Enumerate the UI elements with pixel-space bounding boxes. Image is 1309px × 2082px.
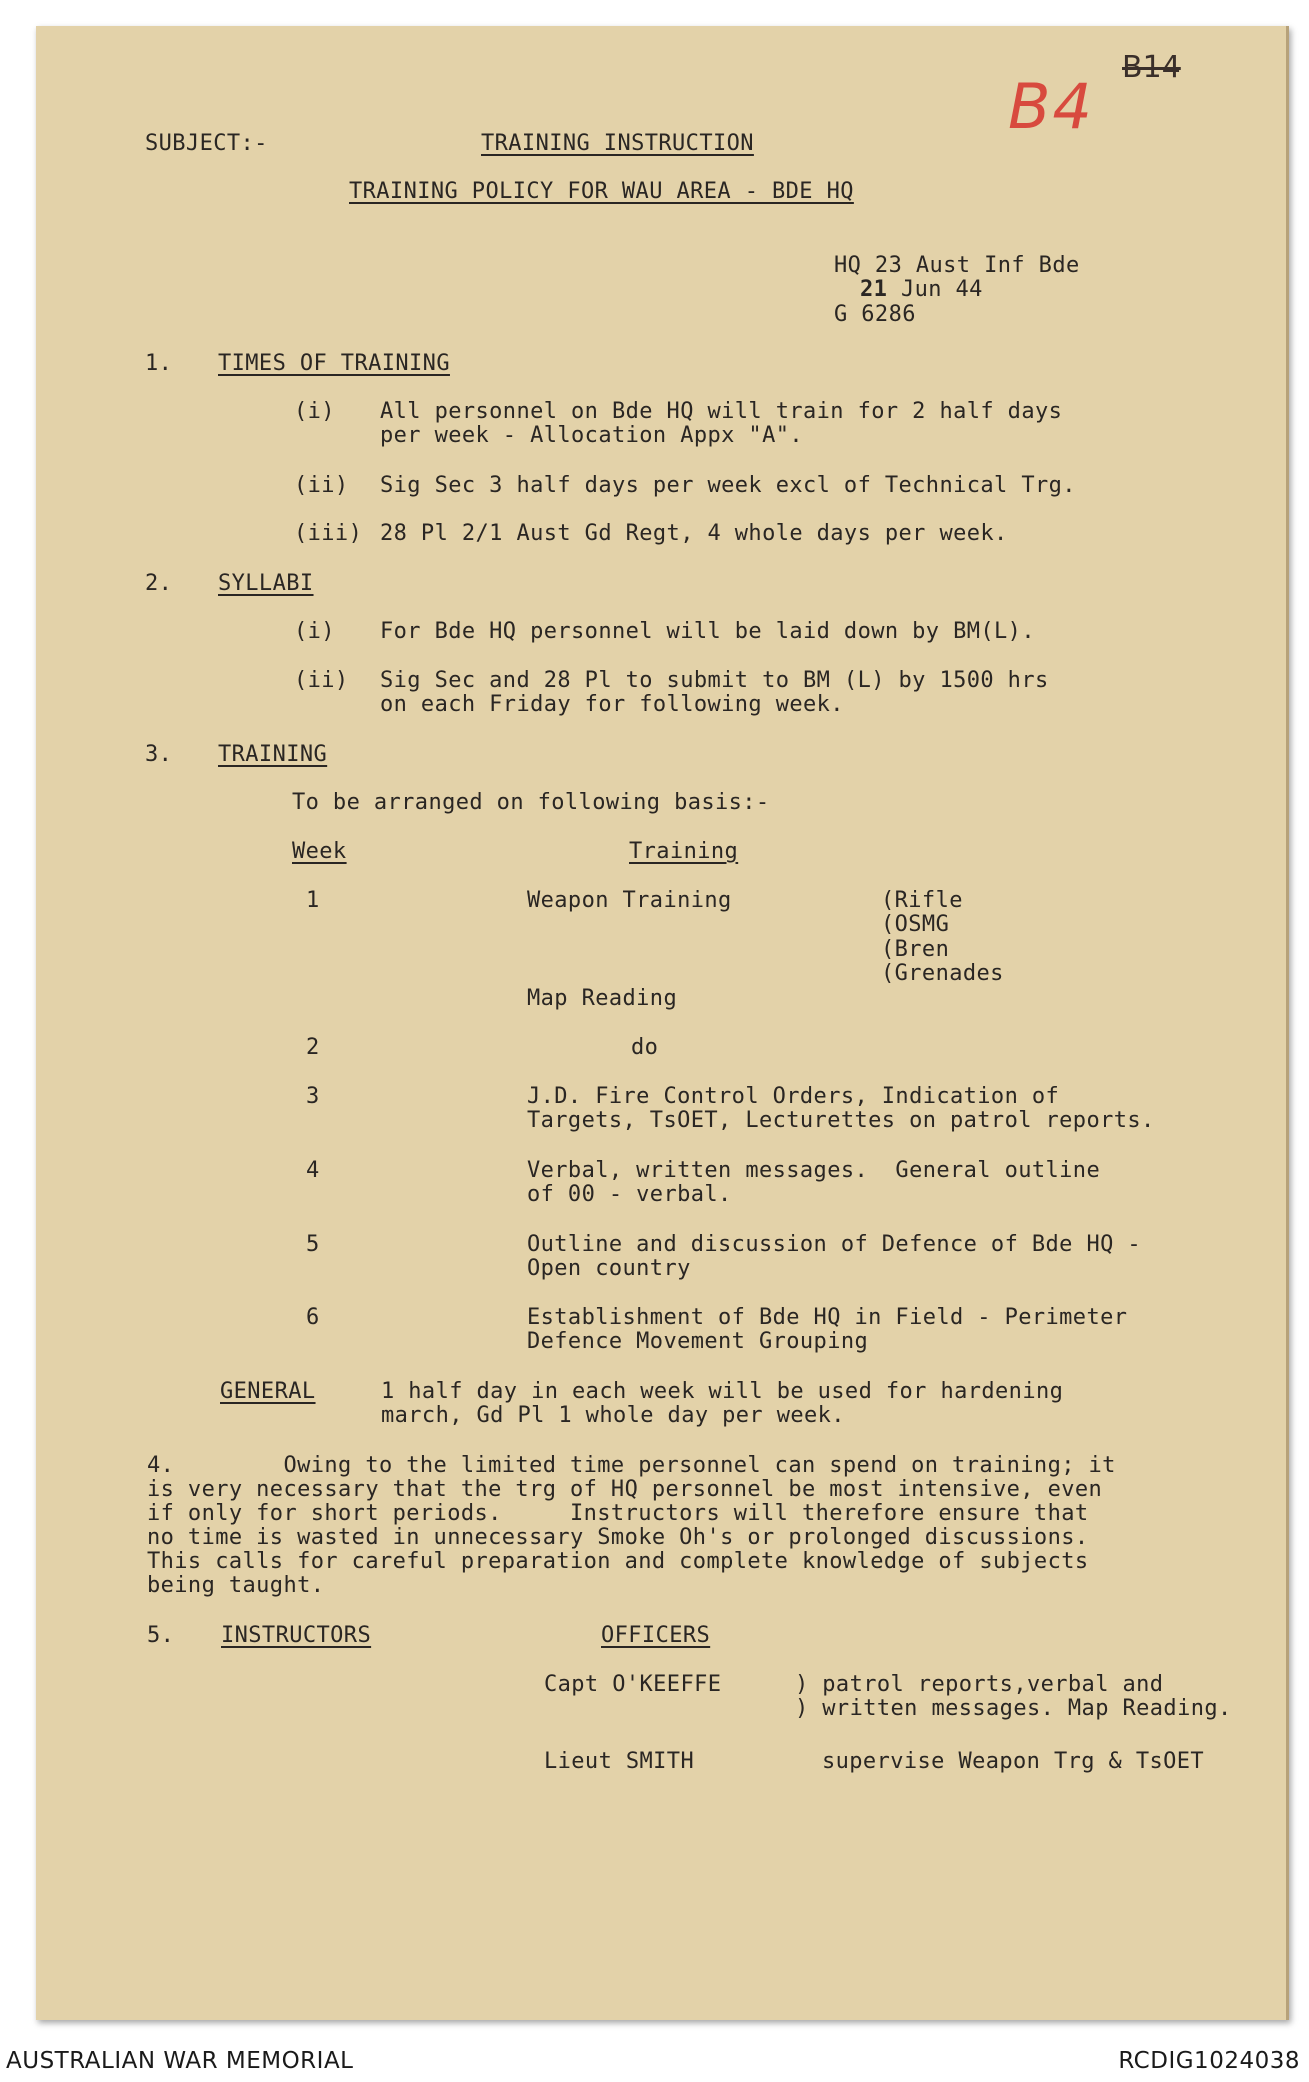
- origin-day: 21: [860, 277, 888, 302]
- s2-item-ii-line1: Sig Sec and 28 Pl to submit to BM (L) by 1500 hrs: [380, 668, 1049, 693]
- column-header-officers: OFFICERS: [601, 1623, 711, 1648]
- column-header-training: Training: [629, 839, 739, 864]
- document-subtitle: TRAINING POLICY FOR WAU AREA - BDE HQ: [349, 179, 854, 204]
- section-1-number: 1.: [145, 351, 173, 376]
- section-2-number: 2.: [145, 571, 173, 596]
- s2-item-i-mark: (i): [294, 619, 335, 644]
- s2-item-i-line1: For Bde HQ personnel will be laid down by BM(L).: [380, 619, 1035, 644]
- section-4-line4: no time is wasted in unnecessary Smoke Oh's or prolonged discussions.: [147, 1525, 1089, 1550]
- origin-date: [860, 278, 983, 302]
- origin-unit: HQ 23 Aust Inf Bde: [834, 253, 1080, 278]
- week-1-weapon-osmg: (OSMG: [881, 912, 950, 937]
- week-6-number: 6: [306, 1305, 320, 1330]
- s1-item-ii-mark: (ii): [294, 473, 349, 498]
- general-label: GENERAL: [220, 1379, 316, 1404]
- s1-item-iii-mark: (iii): [294, 521, 363, 546]
- handwritten-reference: B4: [1008, 70, 1094, 143]
- document-title: TRAINING INSTRUCTION: [481, 131, 754, 156]
- column-header-week: Week: [292, 839, 347, 864]
- section-4-line5: This calls for careful preparation and complete knowledge of subjects: [147, 1549, 1089, 1574]
- general-line1: 1 half day in each week will be used for hardening: [381, 1379, 1064, 1404]
- week-6-training-line2: Defence Movement Grouping: [527, 1329, 869, 1354]
- s1-item-i-mark: (i): [294, 399, 335, 424]
- section-1-heading: TIMES OF TRAINING: [218, 351, 450, 376]
- struck-reference: B14: [1122, 50, 1181, 85]
- week-1-weapon-bren: (Bren: [881, 937, 950, 962]
- s1-item-i-line1: All personnel on Bde HQ will train for 2 half days: [380, 399, 1063, 424]
- week-1-weapon-rifle: (Rifle: [881, 888, 963, 913]
- officer-2-name: Lieut SMITH: [544, 1749, 695, 1774]
- week-4-number: 4: [306, 1158, 320, 1183]
- origin-reference: G 6286: [834, 302, 916, 327]
- week-5-number: 5: [306, 1232, 320, 1257]
- week-4-training-line1: Verbal, written messages. General outline: [527, 1158, 1101, 1183]
- week-2-training: do: [631, 1035, 659, 1060]
- section-3-number: 3.: [145, 742, 173, 767]
- section-5-heading: INSTRUCTORS: [221, 1623, 372, 1648]
- officer-1-duty-line1: ) patrol reports,verbal and: [795, 1672, 1164, 1697]
- s3-intro: To be arranged on following basis:-: [292, 790, 770, 815]
- week-3-training-line1: J.D. Fire Control Orders, Indication of: [527, 1084, 1060, 1109]
- s2-item-ii-mark: (ii): [294, 668, 349, 693]
- section-3-heading: TRAINING: [218, 742, 328, 767]
- week-3-training-line2: Targets, TsOET, Lecturettes on patrol reports.: [527, 1108, 1155, 1133]
- subject-label: SUBJECT:-: [145, 131, 268, 156]
- week-1-training-2: Map Reading: [527, 986, 678, 1011]
- officer-2-duty-line1: supervise Weapon Trg & TsOET: [822, 1749, 1205, 1774]
- officer-1-name: Capt O'KEEFFE: [544, 1672, 722, 1697]
- section-4-line6: being taught.: [147, 1573, 325, 1598]
- s2-item-ii-line2: on each Friday for following week.: [380, 692, 844, 717]
- week-5-training-line1: Outline and discussion of Defence of Bde HQ -: [527, 1232, 1142, 1257]
- week-6-training-line1: Establishment of Bde HQ in Field - Perimeter: [527, 1305, 1128, 1330]
- s1-item-ii-line1: Sig Sec 3 half days per week excl of Technical Trg.: [380, 473, 1076, 498]
- section-4-line2: is very necessary that the trg of HQ personnel be most intensive, even: [147, 1477, 1103, 1502]
- section-4-line1: 4. Owing to the limited time personnel can spend on training; it: [147, 1453, 1116, 1478]
- section-2-heading: SYLLABI: [218, 571, 314, 596]
- officer-1-duty-line2: ) written messages. Map Reading.: [795, 1696, 1232, 1721]
- week-4-training-line2: of 00 - verbal.: [527, 1182, 732, 1207]
- footer-id: RCDIG1024038: [1118, 2048, 1300, 2074]
- general-line2: march, Gd Pl 1 whole day per week.: [381, 1403, 845, 1428]
- footer-source: AUSTRALIAN WAR MEMORIAL: [6, 2048, 354, 2074]
- s1-item-iii-line1: 28 Pl 2/1 Aust Gd Regt, 4 whole days per week.: [380, 521, 1008, 546]
- week-2-number: 2: [306, 1035, 320, 1060]
- origin-month: Jun 44: [887, 277, 983, 302]
- week-1-number: 1: [306, 888, 320, 913]
- section-4-line3: if only for short periods. Instructors will therefore ensure that: [147, 1501, 1089, 1526]
- week-1-training: Weapon Training: [527, 888, 732, 913]
- week-1-weapon-grenades: (Grenades: [881, 961, 1004, 986]
- week-5-training-line2: Open country: [527, 1256, 691, 1281]
- section-5-number: 5.: [147, 1623, 175, 1648]
- s1-item-i-line2: per week - Allocation Appx "A".: [380, 423, 803, 448]
- week-3-number: 3: [306, 1084, 320, 1109]
